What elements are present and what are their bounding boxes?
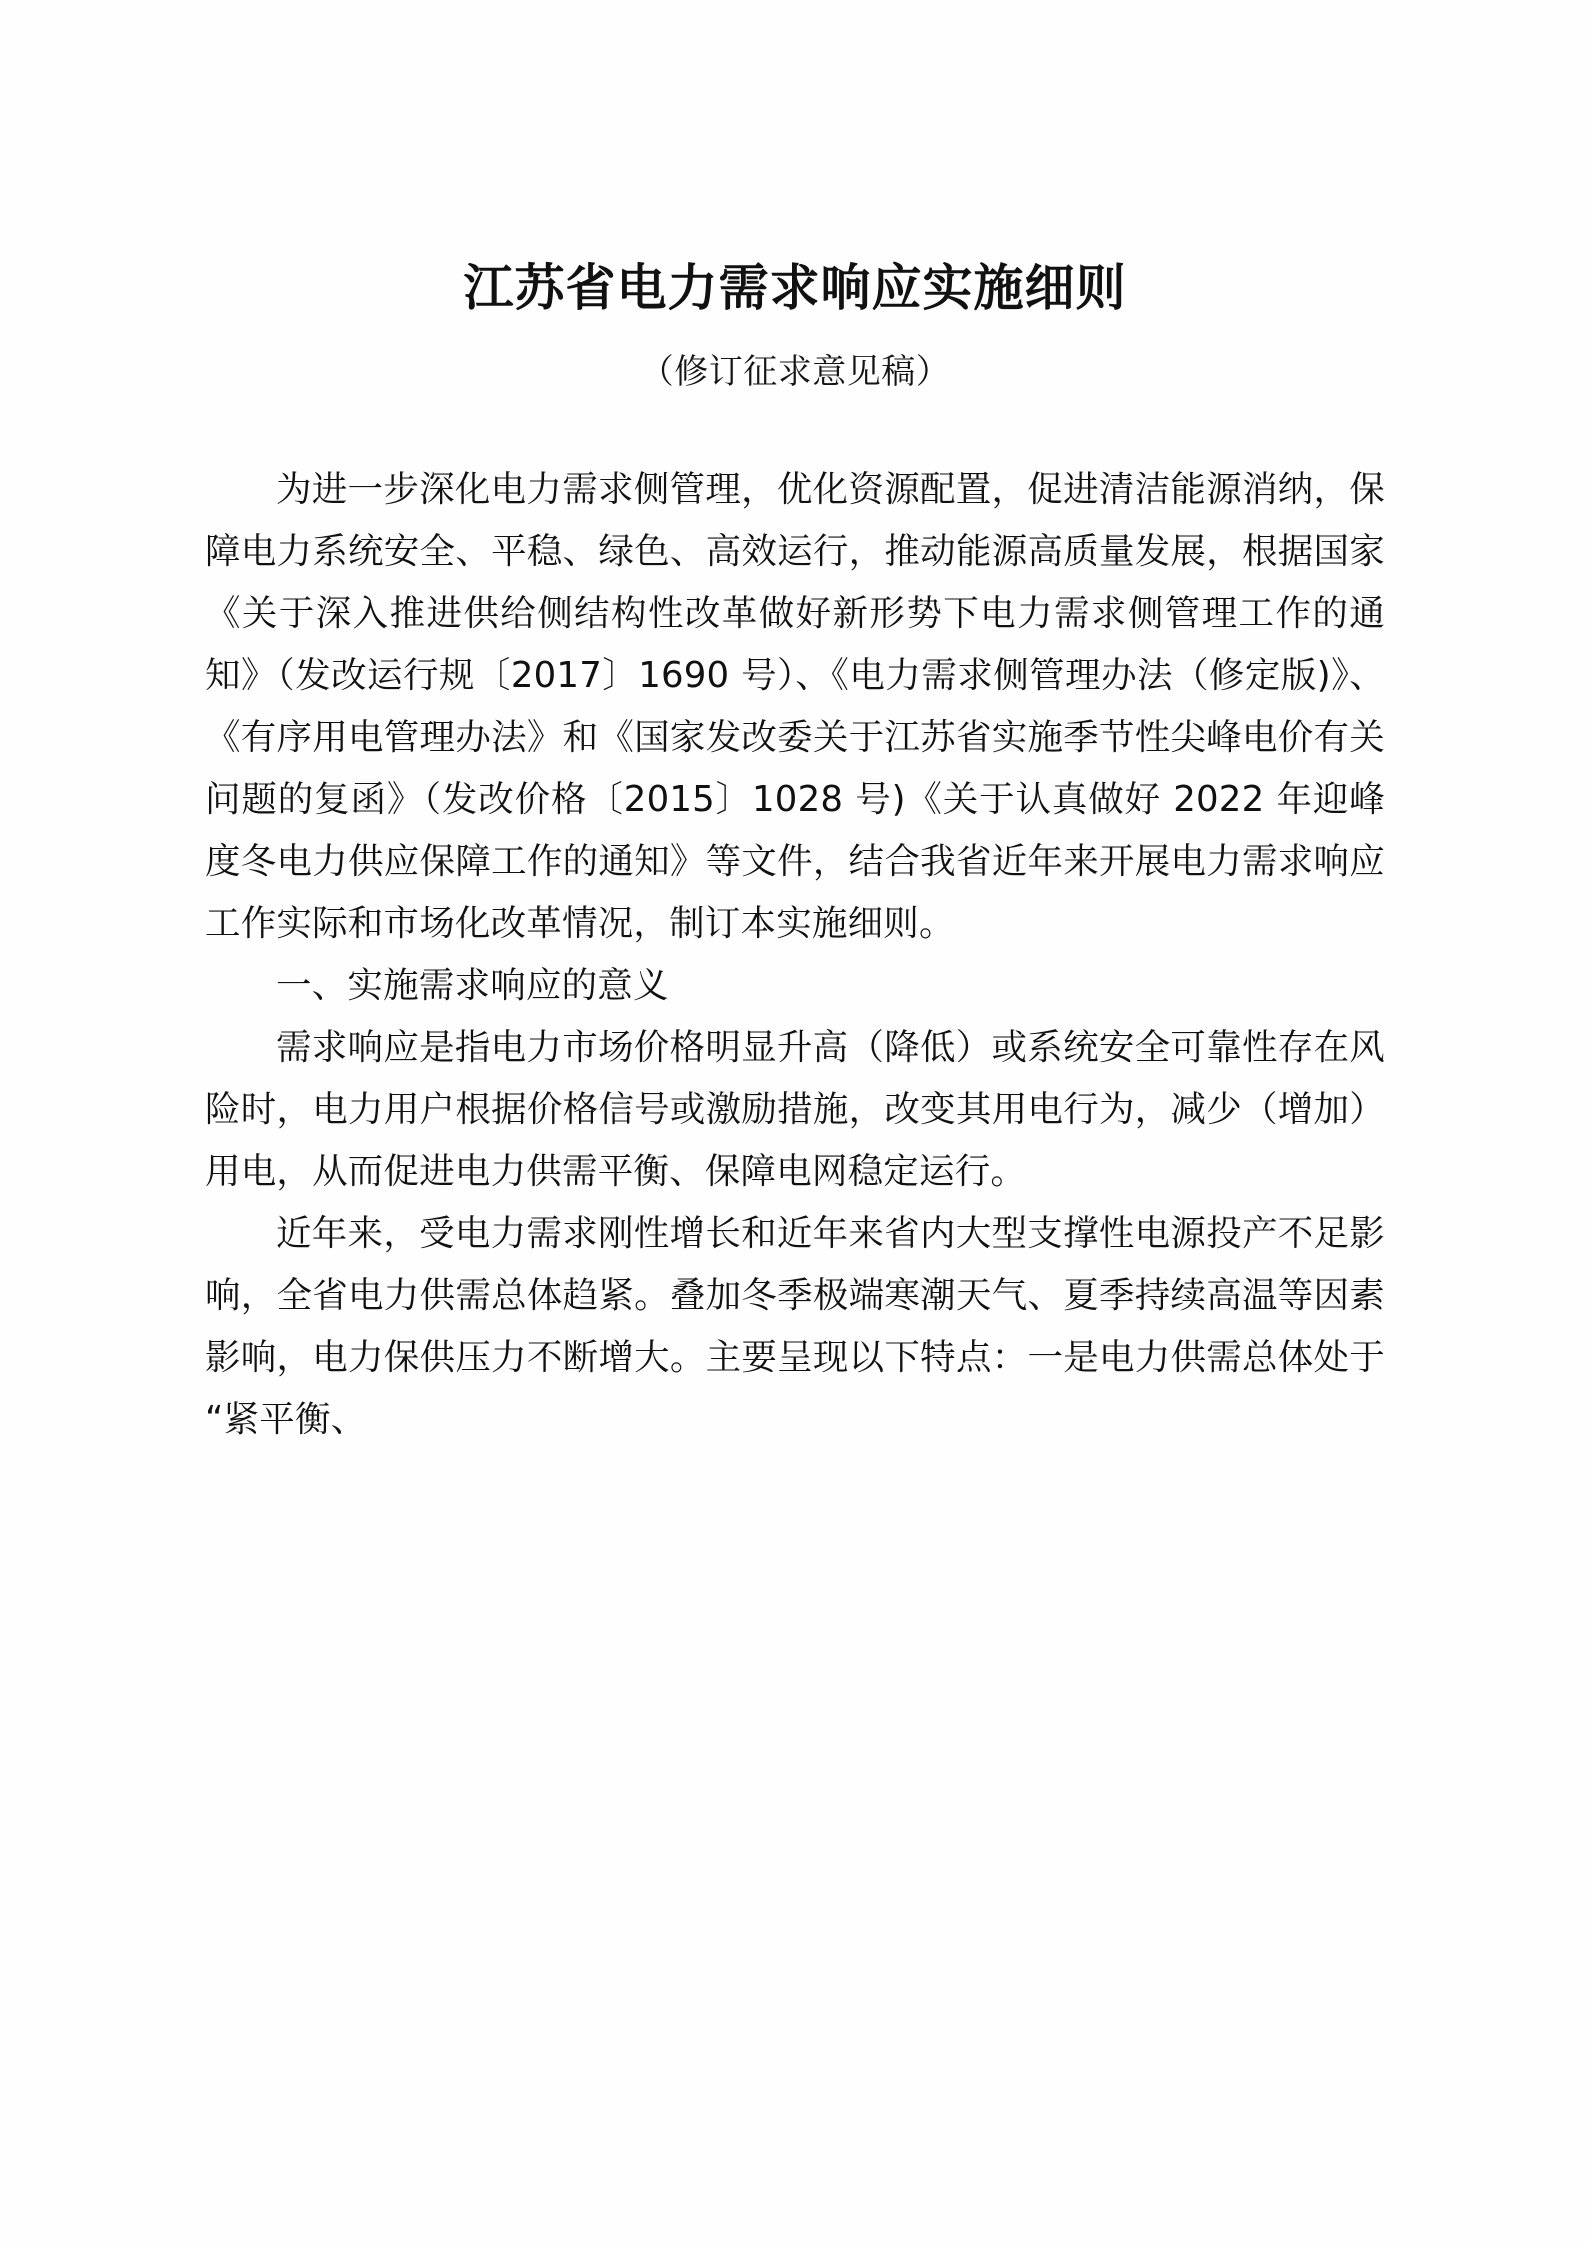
paragraph-intro: 为进一步深化电力需求侧管理，优化资源配置，促进清洁能源消纳，保障电力系统安全、平稳、绿色、高效运行，推动能源高质量发展，根据国家《关于深入推进供给侧结构性改革做好新形势下电力需求侧管理工作的通知》（发改运行规〔2017〕1690 号）、《电力需求侧管理办法（修定版)》、《有序用电管理办法》和《国家发改委关于江苏省实施季节性尖峰电价有关问题的复函》（发改价格〔2015〕1028 号)《关于认真做好 2022 年迎峰度冬电力供应保障工作的通知》等文件，结合我省近年来开展电力需求响应工作实际和市场化改革情况，制订本实施细则。 <box>205 469 1385 944</box>
page-title: 江苏省电力需求响应实施细则 <box>463 259 1127 317</box>
document-content <box>205 393 1385 1451</box>
document-subtitle: （修订征求意见稿） <box>639 352 951 392</box>
paragraph-section-1-1: 需求响应是指电力市场价格明显升高（降低）或系统安全可靠性存在风险时，电力用户根据价格信号或激励措施，改变其用电行为，减少（增加）用电，从而促进电力供需平衡、保障电网稳定运行。 <box>205 1027 1385 1192</box>
paragraph-section-1-2: 近年来，受电力需求刚性增长和近年来省内大型支撑性电源投产不足影响，全省电力供需总体趋紧。叠加冬季极端寒潮天气、夏季持续高温等因素影响，电力保供压力不断增大。主要呈现以下特点：一是电力供需总体处于“紧平衡、 <box>205 1213 1385 1440</box>
section-heading-1: 一、实施需求响应的意义 <box>276 965 669 1006</box>
document-body <box>205 0 1385 1451</box>
